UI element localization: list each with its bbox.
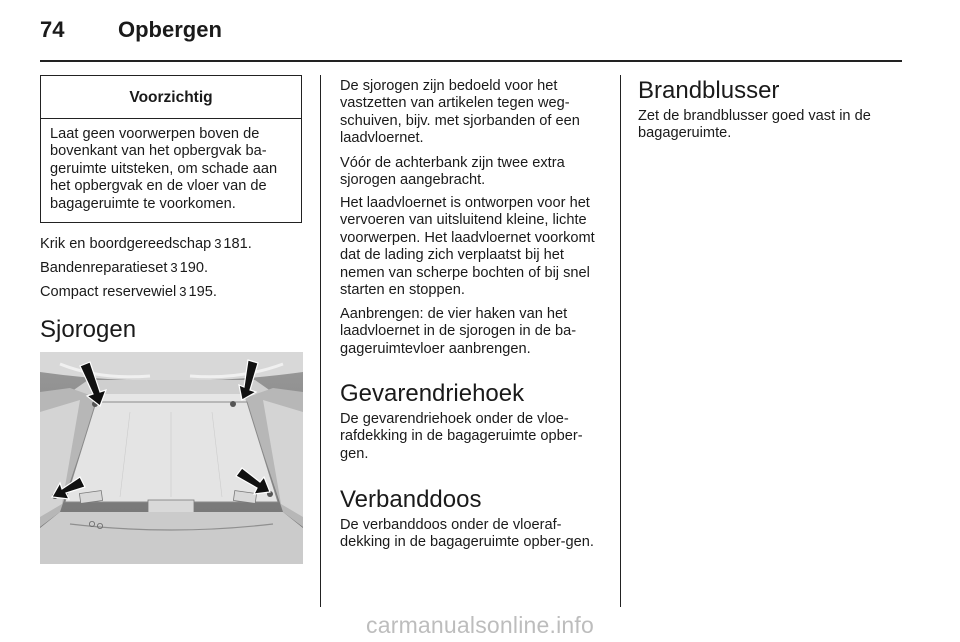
ref-page: 190. xyxy=(179,260,209,276)
caution-title: Voorzichtig xyxy=(41,76,301,119)
paragraph-gevarendriehoek: De gevarendriehoek onder de vloe-rafdekking in de bagageruimte opber-gen. xyxy=(340,411,583,462)
page-ref-icon: 3 xyxy=(179,284,187,299)
paragraph-laadvloernet: Het laadvloernet is ontworpen voor het vervoeren van uitsluitend kleine, lichte voorwerpen. Het laadvloernet voorkomt dat de lading zich verplaatst bij het nemen van scherpe bochten of bij snel starten en stoppen. xyxy=(340,195,595,299)
paragraph-extra-sjorogen: Vóór de achterbank zijn twee extra sjorogen aangebracht. xyxy=(340,155,565,189)
page-ref-icon: 3 xyxy=(170,260,178,275)
ref-text: Bandenreparatieset xyxy=(40,260,168,276)
ref-compact-spare-wheel[interactable] xyxy=(40,283,217,301)
section-title-gevarendriehoek: Gevarendriehoek xyxy=(340,380,525,407)
watermark-text: carmanualsonline.info xyxy=(366,612,594,638)
ref-text: Krik en boordgereedschap xyxy=(40,236,212,252)
ref-text: Compact reservewiel xyxy=(40,284,177,300)
section-title-verbanddoos: Verbanddoos xyxy=(340,486,482,513)
ref-page: 195. xyxy=(188,284,217,300)
column-divider-1 xyxy=(320,75,321,607)
page-ref-icon: 3 xyxy=(214,236,222,251)
chapter-title: Opbergen xyxy=(118,17,222,42)
page-number: 74 xyxy=(40,17,65,42)
paragraph-brandblusser: Zet de brandblusser goed vast in de bagageruimte. xyxy=(638,108,871,142)
section-title-brandblusser: Brandblusser xyxy=(638,77,780,104)
load-compartment-illustration xyxy=(40,352,303,564)
column-divider-2 xyxy=(620,75,621,607)
caution-text: Laat geen voorwerpen boven de bovenkant van het opbergvak ba-geruimte uitsteken, om schade aan het opbergvak en de vloer van de bagageruimte te voorkomen. xyxy=(50,126,278,212)
ref-tyre-repair-kit[interactable] xyxy=(40,259,208,277)
paragraph-verbanddoos: De verbanddoos onder de vloeraf-dekking in de bagageruimte opber-gen. xyxy=(340,517,594,551)
paragraph-aanbrengen: Aanbrengen: de vier haken van het laadvloernet in de sjorogen in de ba-gageruimtevloer aanbrengen. xyxy=(340,306,577,357)
ref-jack-tools[interactable] xyxy=(40,235,252,253)
paragraph-sjorogen-purpose: De sjorogen zijn bedoeld voor het vastzetten van artikelen tegen weg-schuiven, bijv. met sjorbanden of een laadvloernet. xyxy=(340,78,580,147)
ref-page: 181. xyxy=(223,236,252,252)
section-title-sjorogen: Sjorogen xyxy=(40,316,137,343)
caution-box xyxy=(40,75,302,223)
header-divider xyxy=(40,60,902,62)
